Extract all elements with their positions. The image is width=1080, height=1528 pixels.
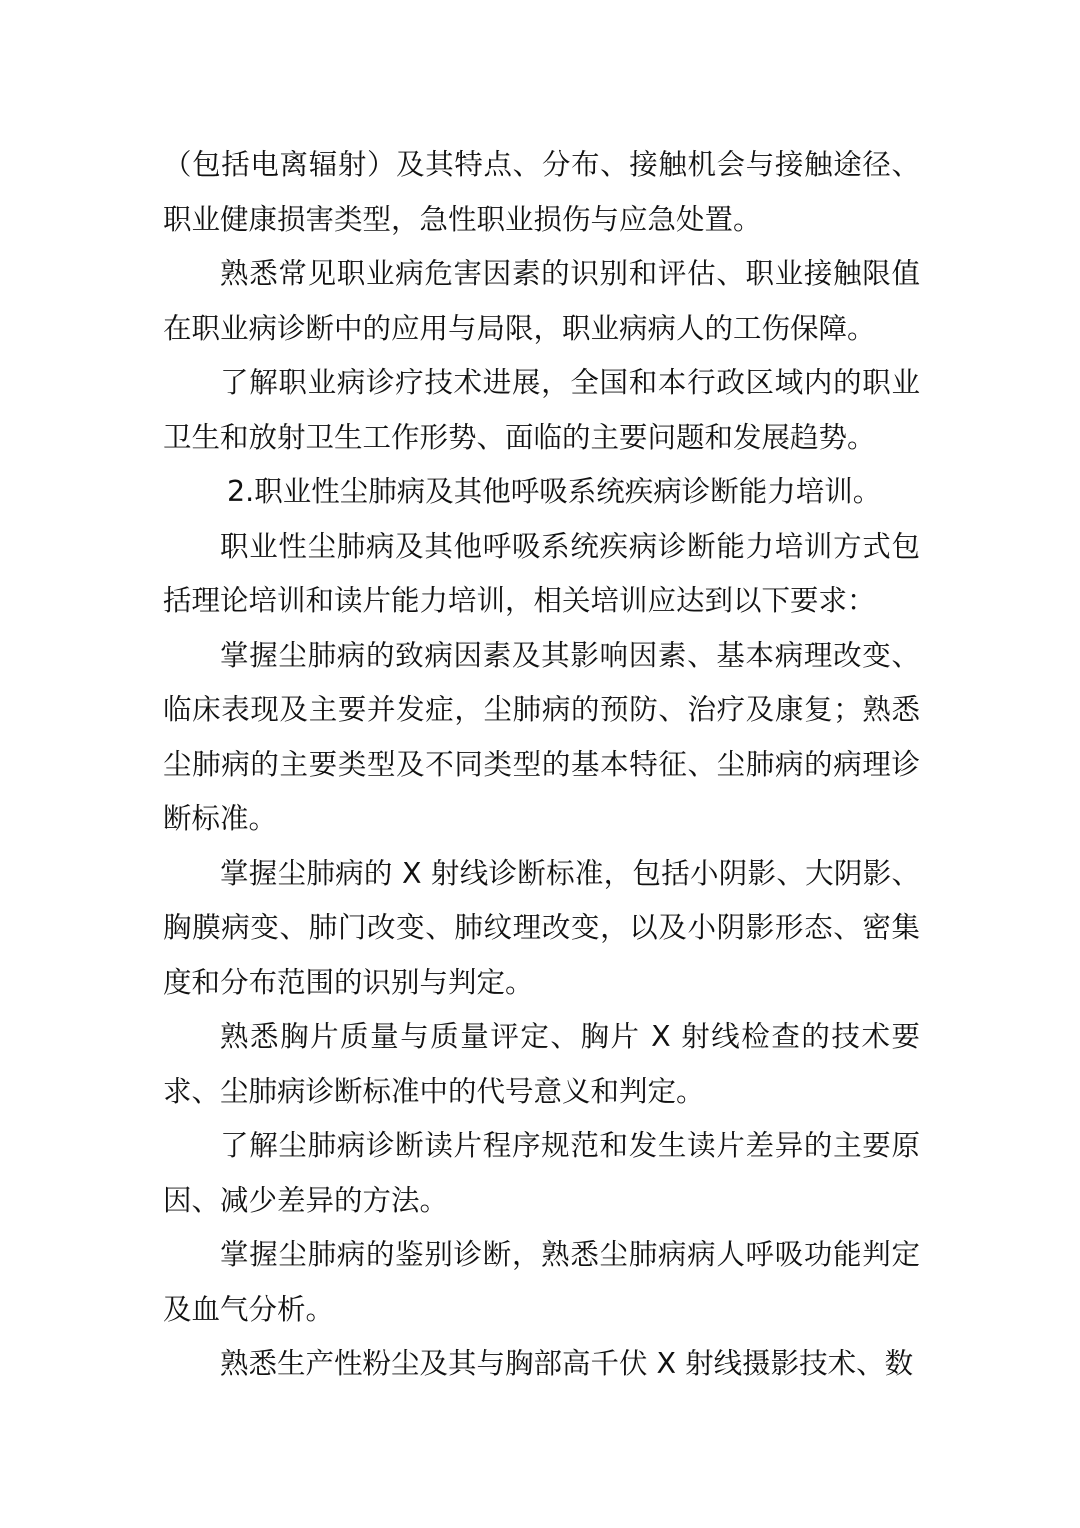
paragraph-film-quality: 熟悉胸片质量与质量评定、胸片 X 射线检查的技术要求、尘肺病诊断标准中的代号意义和判定。 [163, 1020, 920, 1108]
paragraph-reading-procedures: 了解尘肺病诊断读片程序规范和发生读片差异的主要原因、减少差异的方法。 [163, 1129, 920, 1217]
paragraph-training-methods: 职业性尘肺病及其他呼吸系统疾病诊断能力培训方式包括理论培训和读片能力培训，相关培训应达到以下要求： [163, 529, 920, 617]
paragraph-differential-diagnosis: 掌握尘肺病的鉴别诊断，熟悉尘肺病病人呼吸功能判定及血气分析。 [163, 1238, 920, 1326]
section-heading-pneumoconiosis-training: 2.职业性尘肺病及其他呼吸系统疾病诊断能力培训。 [227, 475, 882, 508]
paragraph-familiar-hazards: 熟悉常见职业病危害因素的识别和评估、职业接触限值在职业病诊断中的应用与局限，职业病病人的工伤保障。 [163, 257, 920, 345]
paragraph-high-kv-xray: 熟悉生产性粉尘及其与胸部高千伏 X 射线摄影技术、数 [220, 1347, 914, 1380]
document-body [163, 138, 920, 1392]
paragraph-xray-standards: 掌握尘肺病的 X 射线诊断标准，包括小阴影、大阴影、胸膜病变、肺门改变、肺纹理改变，以及小阴影形态、密集度和分布范围的识别与判定。 [163, 856, 920, 999]
paragraph-continuation: （包括电离辐射）及其特点、分布、接触机会与接触途径、职业健康损害类型，急性职业损伤与应急处置。 [163, 148, 920, 236]
paragraph-understand-progress: 了解职业病诊疗技术进展，全国和本行政区域内的职业卫生和放射卫生工作形势、面临的主要问题和发展趋势。 [163, 366, 920, 454]
paragraph-pathology-requirements: 掌握尘肺病的致病因素及其影响因素、基本病理改变、临床表现及主要并发症，尘肺病的预防、治疗及康复；熟悉尘肺病的主要类型及不同类型的基本特征、尘肺病的病理诊断标准。 [163, 638, 920, 835]
